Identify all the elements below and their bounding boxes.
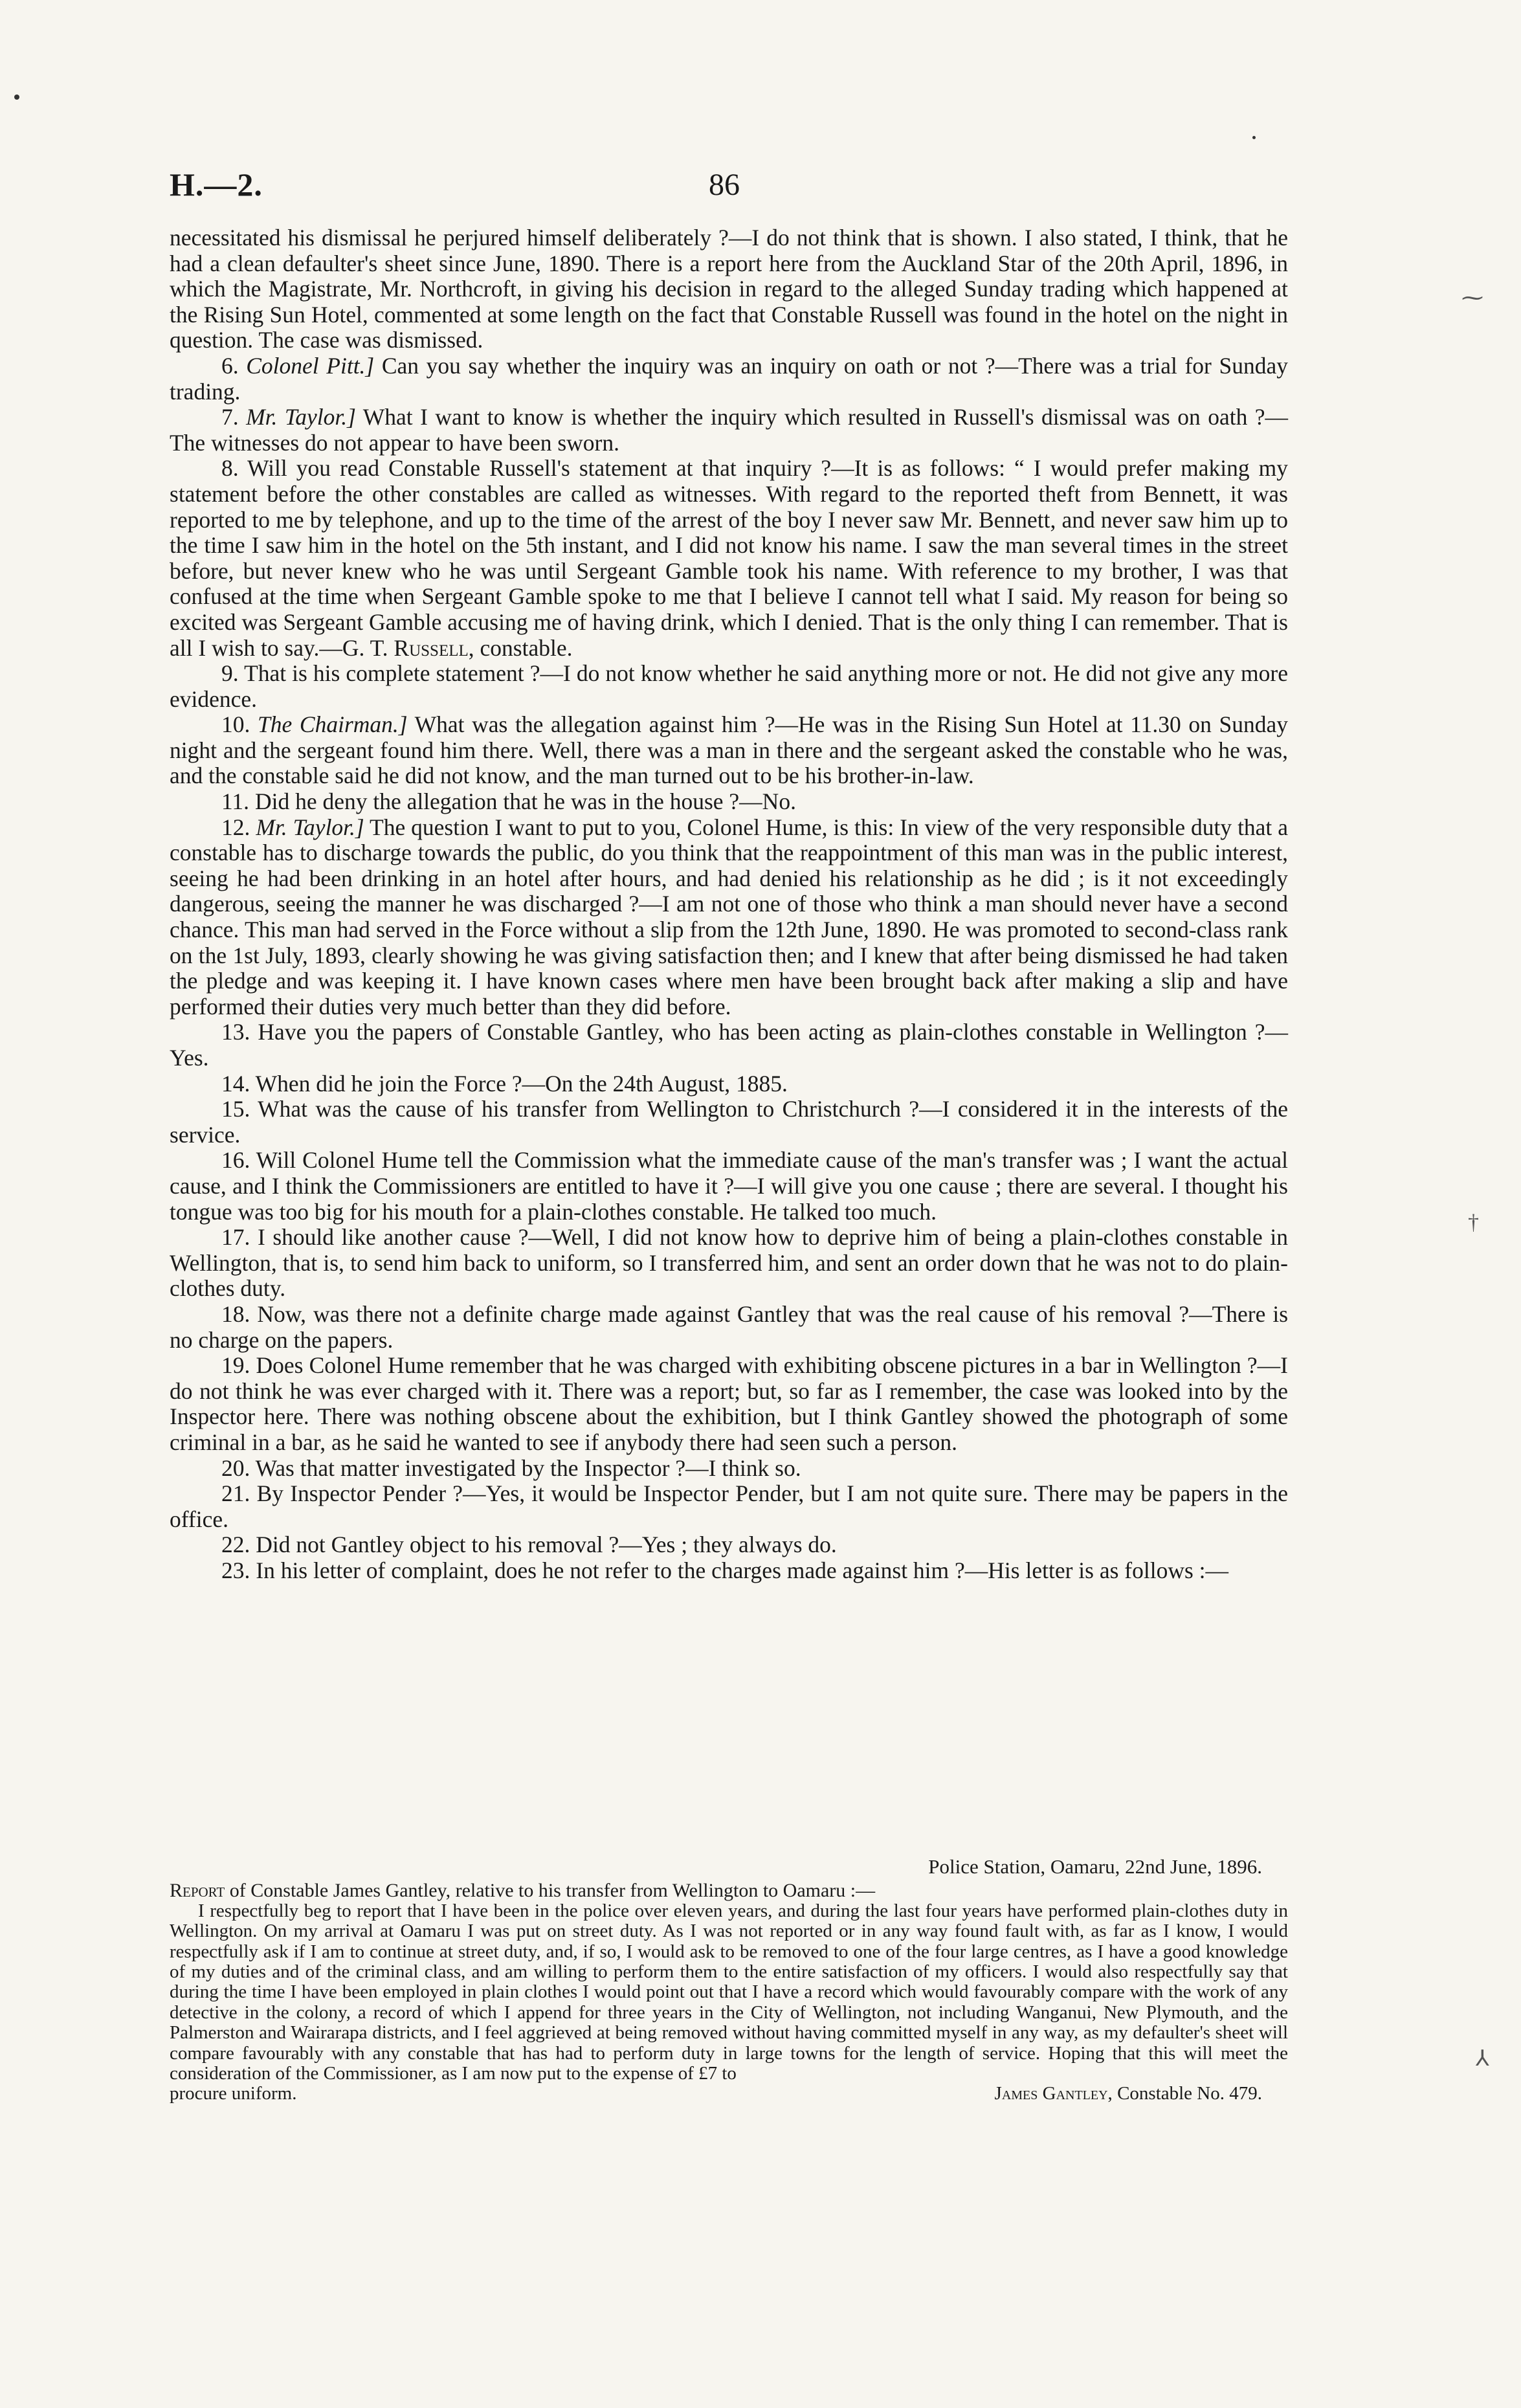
letter-signature: James Gantley, Constable No. 479. — [994, 2083, 1262, 2104]
paragraph: 22. Did not Gantley object to his removal ?—Yes ; they always do. — [221, 1532, 837, 1558]
scan-speck — [1252, 136, 1256, 139]
paragraph: 6. Colonel Pitt.] Can you say whether the inquiry was an inquiry on oath or not ?—There was a trial for Sunday trading. — [170, 352, 1288, 405]
page-number: 86 — [709, 168, 740, 202]
paragraph: 14. When did he join the Force ?—On the 24th August, 1885. — [221, 1070, 788, 1097]
signature: Russell, — [394, 634, 474, 661]
paragraph: 8. Will you read Constable Russell's statement at that inquiry ?—It is as follows: “ I would prefer making my statement before the other constables are called as witnesses. With regard to the reported theft from Bennett, it was reported to me by telephone, and up to the time of the arrest of the boy I never saw Mr. Bennett, and never saw him up to the time I saw him in the hotel on the 5th instant, and I did not know his name. I saw the man several times in the street before, but never knew who he was until Sergeant Gamble took his name. With reference to my brother, I was that confused at the time when Sergeant Gamble spoke to me that I believe I cannot tell what I said. My reason for being so excited was Sergeant Gamble accusing me of having drink, which I denied. That is the only thing I can remember. That is all I wish to say.—G. T. Russell, constable. — [170, 455, 1289, 661]
paragraph: 19. Does Colonel Hume remember that he was charged with exhibiting obscene pictures in a bar in Wellington ?—I do not think he was ever charged with it. There was a report; but, so far as I remember, the case was looked into by the Inspector here. There was nothing obscene about the exhibition, but I think Gantley showed the photograph of some criminal in a bar, as he said he wanted to see if anybody there had seen such a person. — [170, 1352, 1289, 1455]
paragraph: 21. By Inspector Pender ?—Yes, it would be Inspector Pender, but I am not quite sure. There may be papers in the office. — [170, 1480, 1288, 1532]
paragraph: 9. That is his complete statement ?—I do not know whether he said anything more or not. He did not give any more evidence. — [170, 660, 1289, 712]
paragraph: 17. I should like another cause ?—Well, I did not know how to deprive him of being a plain-clothes constable in Wellington, that is, to send him back to uniform, so I transferred him, and sent an order down that he was not to do plain-clothes duty. — [170, 1224, 1288, 1302]
paragraph: 11. Did he deny the allegation that he was in the house ?—No. — [221, 788, 796, 815]
paragraph: 23. In his letter of complaint, does he not refer to the charges made against him ?—His letter is as follows :— — [221, 1557, 1229, 1583]
paragraph: necessitated his dismissal he perjured himself deliberately ?—I do not think that is shown. I also stated, I think, that he had a clean defaulter's sheet since June, 1890. There is a report here from the Auckland Star of the 20th April, 1896, in which the Magistrate, Mr. Northcroft, in giving his decision in regard to the alleged Sunday trading which happened at the Rising Sun Hotel, commented at some length on the fact that Constable Russell was found in the hotel on the night in question. The case was dismissed. — [170, 225, 1288, 353]
paragraph: 20. Was that matter investigated by the Inspector ?—I think so. — [221, 1455, 801, 1481]
margin-mark: ⅄ — [1476, 2047, 1489, 2071]
letter-title: Report of Constable James Gantley, relative to his transfer from Wellington to Oamaru :— — [170, 1880, 876, 1902]
paragraph: 12. Mr. Taylor.] The question I want to put to you, Colonel Hume, is this: In view of the very responsible duty that a constable has to discharge towards the public, do you think that the reappointment of this man was in the public interest, seeing he had been drinking in an hotel after hours, and had denied his relationship as he did ; is it not exceedingly dangerous, seeing the manner he was discharged ?—I am not one of those who think a man should never have a second chance. This man had served in the Force without a slip from the 12th June, 1890. He was promoted to second-class rank on the 1st July, 1893, clearly showing he was giving satisfaction then; and I knew that after being dismissed he had taken the pledge and was keeping it. I have known cases where men have been brought back after making a slip and have performed their duties very much better than they did before. — [170, 814, 1288, 1020]
paragraph: 16. Will Colonel Hume tell the Commission what the immediate cause of the man's transfer was ; I want the actual cause, and I think the Commissioners are entitled to have it ?—I will give you one cause ; there are several. I thought his tongue was too big for his mouth for a plain-clothes constable. He talked too much. — [170, 1147, 1288, 1225]
paragraph: 10. The Chairman.] What was the allegation against him ?—He was in the Rising Sun Hotel at 11.30 on Sunday night and the sergeant found him there. Well, there was a man in there and the sergeant asked the constable who he was, and the constable said he did not know, and the man turned out to be his brother-in-law. — [170, 711, 1289, 789]
letter-closing: procure uniform. — [170, 2083, 297, 2104]
document-reference: H.—2. — [170, 166, 263, 203]
scan-speck — [14, 95, 19, 100]
paragraph: 7. Mr. Taylor.] What I want to know is whether the inquiry which resulted in Russell's dismissal was on oath ?—The witnesses do not appear to have been sworn. — [170, 404, 1289, 456]
letter-address: Police Station, Oamaru, 22nd June, 1896. — [928, 1855, 1262, 1878]
letter-signature-line — [170, 2084, 1288, 2104]
testimony-body — [170, 225, 1288, 1583]
margin-mark: ⁓ — [1461, 286, 1483, 310]
margin-mark: † — [1468, 1210, 1479, 1234]
paragraph: 18. Now, was there not a definite charge made against Gantley that was the real cause of his removal ?—There is no charge on the papers. — [170, 1300, 1289, 1353]
letter-body: I respectfully beg to report that I have been in the police over eleven years, and during the last four years have performed plain-clothes duty in Wellington. On my arrival at Oamaru I was put on street duty. As I was not reported or in any way found fault with, as far as I know, I would respectfully ask if I am to continue at street duty, and, if so, I would ask to be removed to one of the four large centres, as I have a good knowledge of my duties and of the criminal class, and am willing to perform them to the entire satisfaction of my officers. I would also respectfully say that during the time I have been employed in plain clothes I would point out that I have a record which would favourably compare with the work of any detective in the colony, a record of which I append for three years in the City of Wellington, not including Wanganui, New Plymouth, and the Palmerston and Wairarapa districts, and I feel aggrieved at being removed without having committed myself in any way, as my defaulter's sheet will compare favourably with any constable that has had to perform duty in large towns for the length of service. Hoping that this will meet the consideration of the Commissioner, as I am now put to the expense of £7 to — [170, 1900, 1288, 2084]
paragraph: 15. What was the cause of his transfer from Wellington to Christchurch ?—I considered it in the interests of the service. — [170, 1096, 1289, 1148]
paragraph: 13. Have you the papers of Constable Gantley, who has been acting as plain-clothes constable in Wellington ?—Yes. — [170, 1019, 1288, 1071]
gantley-letter — [170, 1856, 1288, 2104]
